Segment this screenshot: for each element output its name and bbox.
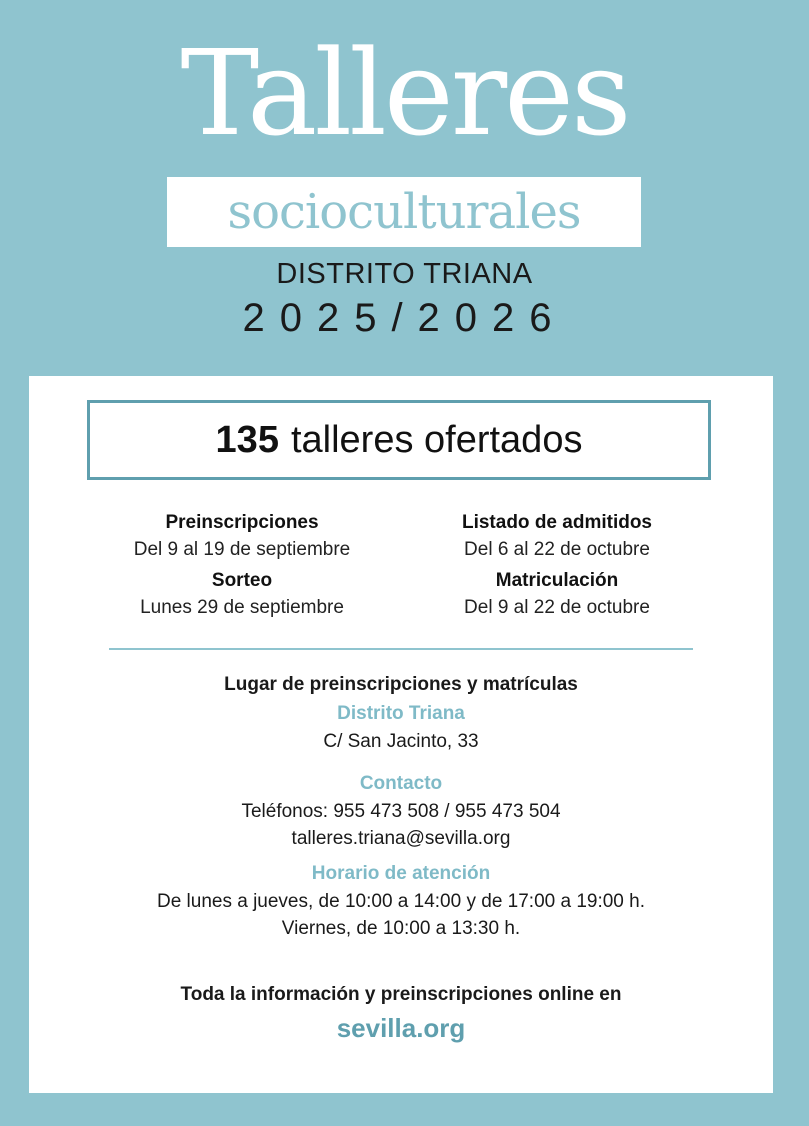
- preinscription-label: Preinscripciones: [165, 512, 319, 533]
- offer-count: 135: [215, 418, 279, 461]
- admitted-list-label: Listado de admitidos: [461, 512, 653, 533]
- contact-section: [29, 770, 773, 852]
- website-link[interactable]: sevilla.org: [336, 1013, 466, 1043]
- hours-section: [29, 860, 773, 942]
- dates-left-column: [92, 509, 392, 625]
- enrollment-label: Matriculación: [495, 570, 619, 591]
- hours-label: Horario de atención: [311, 863, 491, 884]
- contact-email: talleres.triana@sevilla.org: [291, 828, 511, 849]
- admitted-list-dates: Del 6 al 22 de octubre: [464, 539, 650, 560]
- contact-label: Contacto: [359, 773, 443, 794]
- hours-weekdays: De lunes a jueves, de 10:00 a 14:00 y de 17:00 a 19:00 h.: [156, 891, 646, 912]
- location-heading: Lugar de preinscripciones y matrículas: [224, 674, 578, 695]
- poster-subtitle: socioculturales: [227, 184, 581, 240]
- phone-numbers: Teléfonos: 955 473 508 / 955 473 504: [241, 801, 561, 822]
- offer-box: [87, 400, 711, 480]
- draw-date: Lunes 29 de septiembre: [140, 597, 344, 618]
- location-section: [29, 670, 773, 755]
- dates-right-column: [407, 509, 707, 625]
- online-note: Toda la información y preinscripciones online en: [180, 984, 622, 1005]
- address: C/ San Jacinto, 33: [323, 731, 479, 752]
- course-years: 2025/2026: [242, 296, 567, 340]
- offer-label: talleres ofertados: [290, 418, 583, 461]
- district-name: DISTRITO TRIANA: [276, 258, 533, 290]
- preinscription-dates: Del 9 al 19 de septiembre: [133, 539, 351, 560]
- poster-title: Talleres: [180, 24, 629, 162]
- place-label: Distrito Triana: [337, 703, 465, 724]
- info-panel: [29, 376, 773, 1093]
- enrollment-dates: Del 9 al 22 de octubre: [464, 597, 650, 618]
- footer-section: [29, 980, 773, 1046]
- hours-friday: Viernes, de 10:00 a 13:30 h.: [281, 918, 521, 939]
- draw-label: Sorteo: [211, 570, 273, 591]
- subtitle-banner: [167, 177, 641, 247]
- section-divider: [109, 648, 693, 650]
